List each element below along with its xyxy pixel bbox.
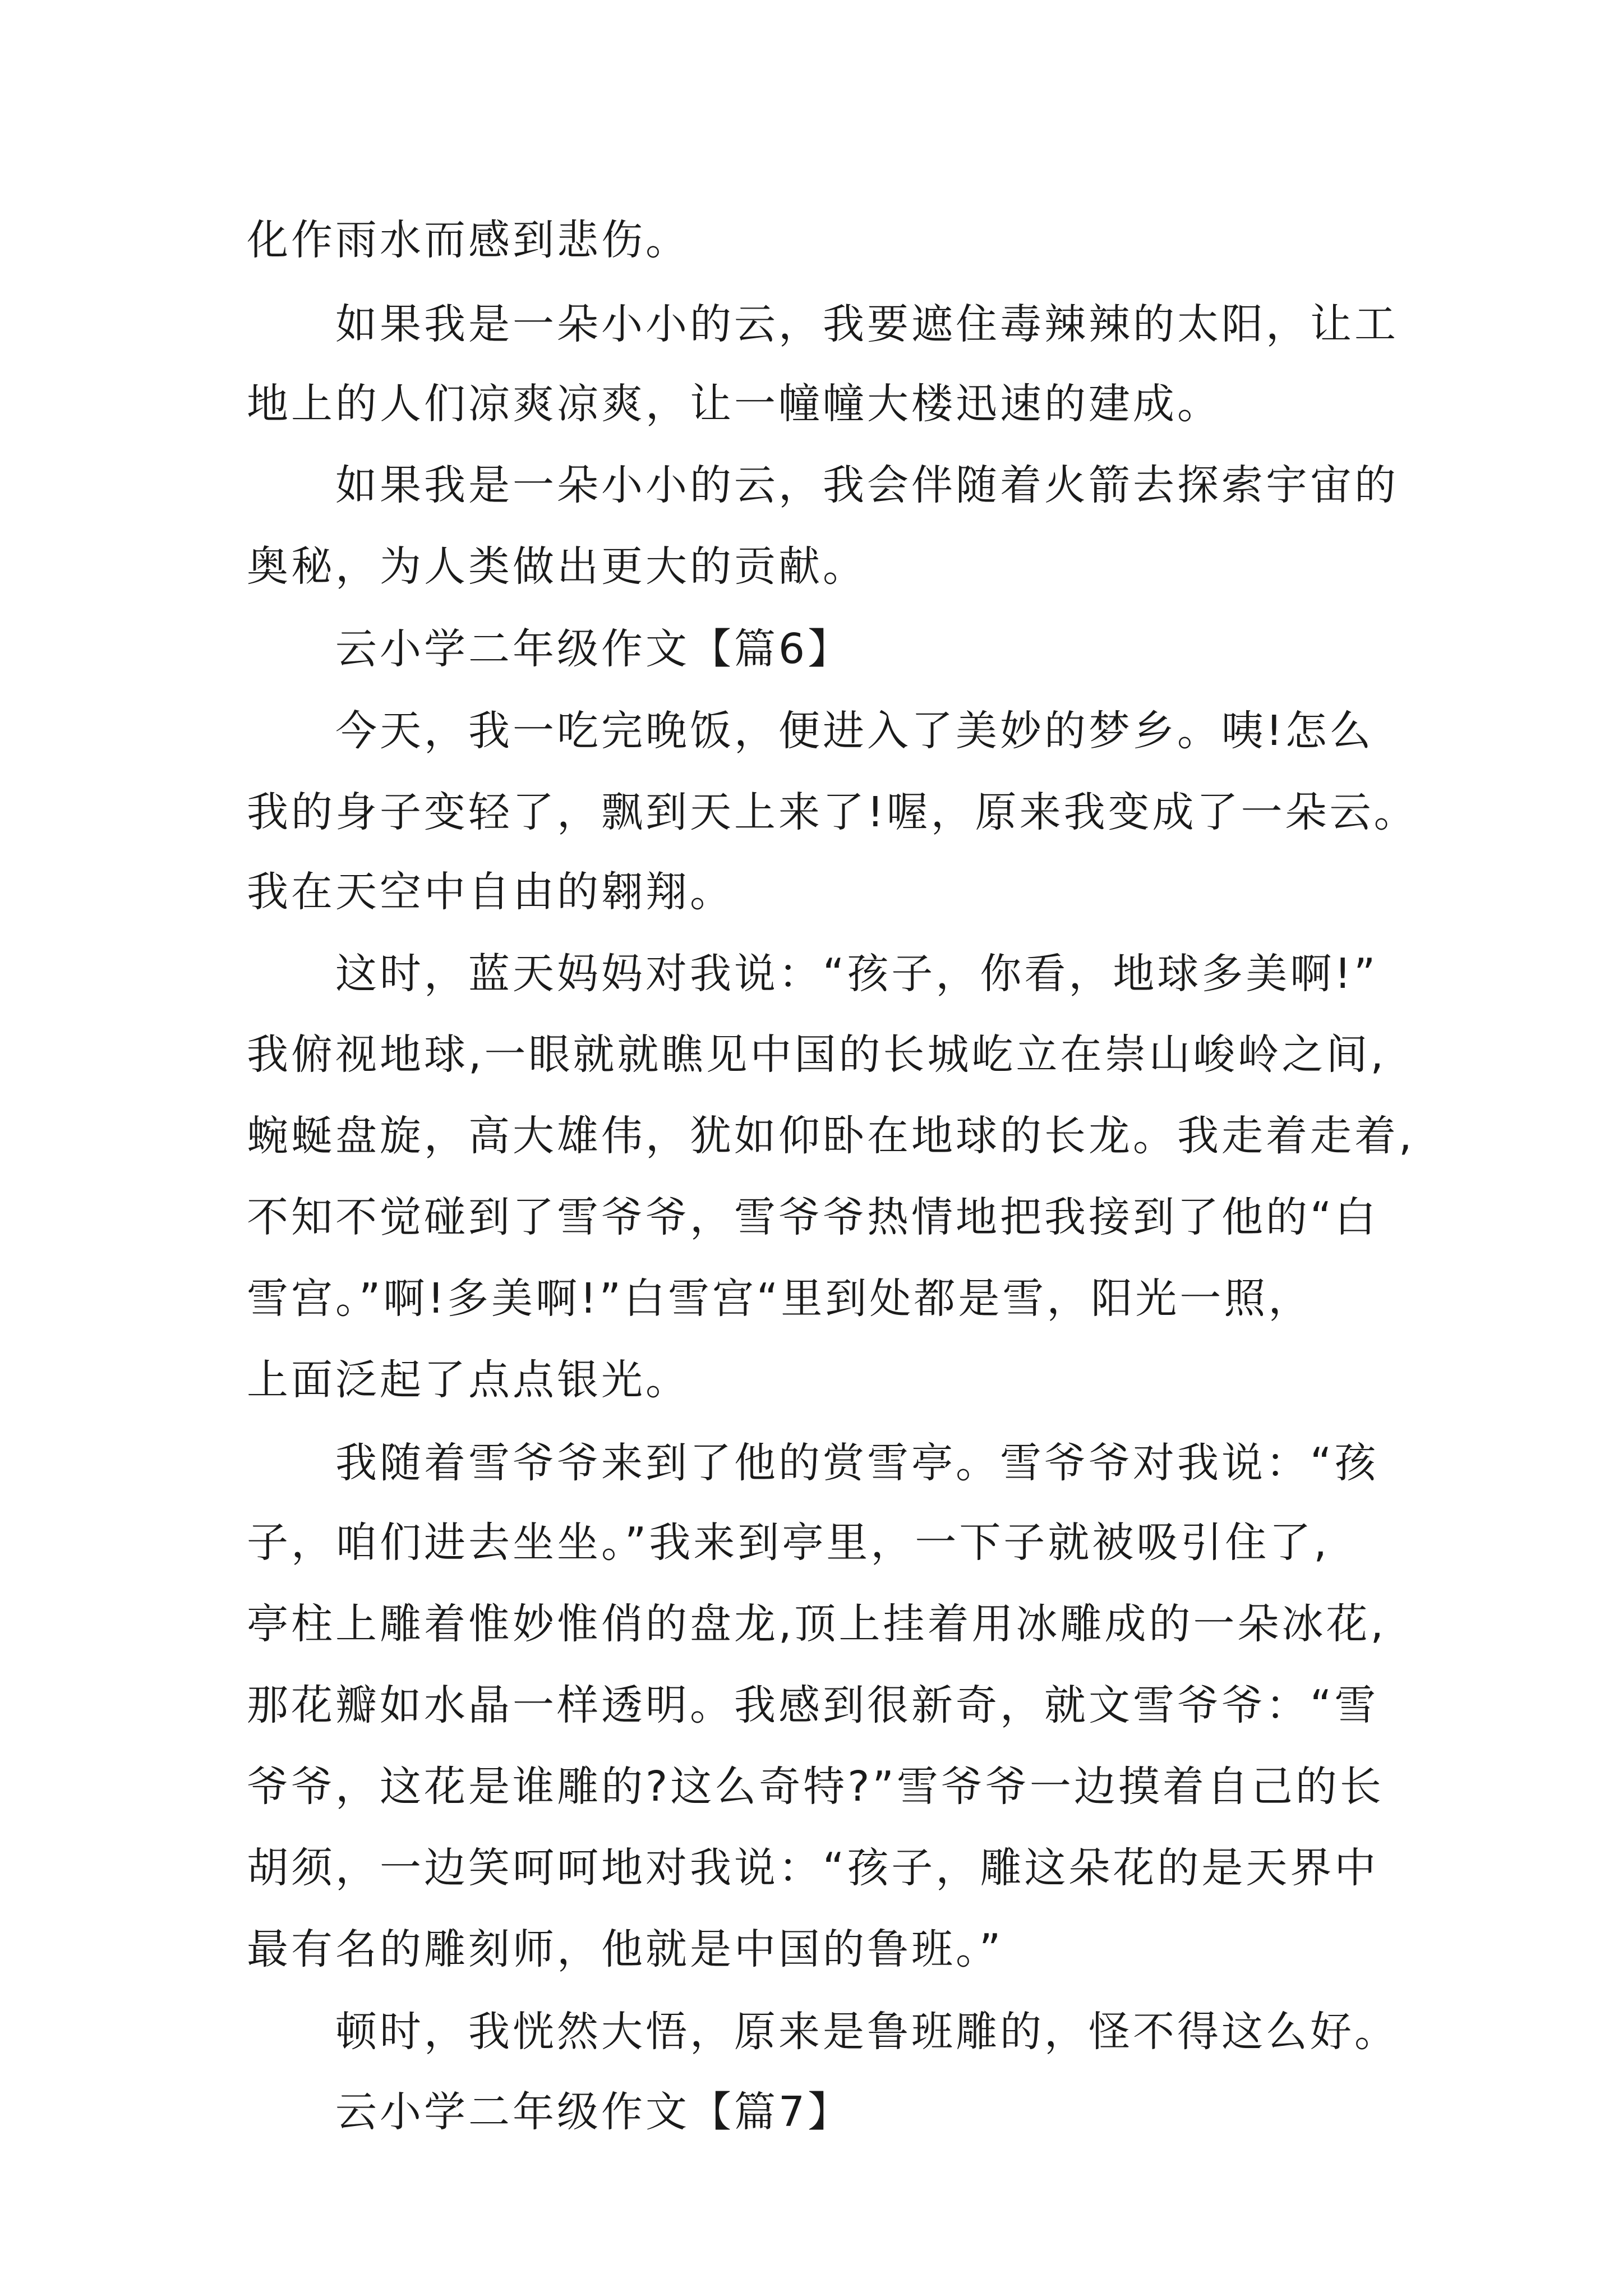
- text-line: 亭柱上雕着惟妙惟俏的盘龙,顶上挂着用冰雕成的一朵冰花,: [247, 1600, 1387, 1648]
- text-line: 子，咱们进去坐坐。”我来到亭里，一下子就被吸引住了,: [247, 1519, 1330, 1567]
- text-line: 最有名的雕刻师，他就是中国的鲁班。”: [247, 1925, 1004, 1973]
- text-line: 雪宫。”啊!多美啊!”白雪宫“里到处都是雪，阳光一照，: [247, 1274, 1313, 1323]
- text-line: 不知不觉碰到了雪爷爷，雪爷爷热情地把我接到了他的“白: [247, 1193, 1379, 1241]
- text-line: 那花瓣如水晶一样透明。我感到很新奇，就文雪爷爷：“雪: [247, 1681, 1379, 1729]
- section-heading: 云小学二年级作文【篇6】: [335, 625, 852, 673]
- text-line: 今天，我一吃完晚饭，便进入了美妙的梦乡。咦!怎么: [335, 707, 1374, 755]
- text-line: 顿时，我恍然大悟，原来是鲁班雕的，怪不得这么好。: [335, 2008, 1399, 2056]
- text-line: 胡须，一边笑呵呵地对我说：“孩子，雕这朵花的是天界中: [247, 1844, 1379, 1892]
- text-line: 上面泛起了点点银光。: [247, 1356, 690, 1404]
- text-line: 如果我是一朵小小的云，我会伴随着火箭去探索宇宙的: [335, 461, 1399, 509]
- text-line: 我随着雪爷爷来到了他的赏雪亭。雪爷爷对我说：“孩: [335, 1439, 1379, 1487]
- text-line: 如果我是一朵小小的云，我要遮住毒辣辣的太阳，让工: [335, 300, 1399, 348]
- text-line: 奥秘，为人类做出更大的贡献。: [247, 542, 867, 591]
- text-line: 这时，蓝天妈妈对我说：“孩子，你看，地球多美啊!”: [335, 950, 1378, 998]
- text-line: 爷爷，这花是谁雕的?这么奇特?”雪爷爷一边摸着自己的长: [247, 1763, 1384, 1811]
- section-heading: 云小学二年级作文【篇7】: [335, 2088, 852, 2136]
- text-line: 我俯视地球,一眼就就瞧见中国的长城屹立在崇山峻岭之间,: [247, 1030, 1387, 1079]
- text-line: 化作雨水而感到悲伤。: [247, 216, 690, 264]
- text-line: 我在天空中自由的翱翔。: [247, 868, 734, 916]
- text-line: 我的身子变轻了，飘到天上来了!喔，原来我变成了一朵云。: [247, 788, 1418, 836]
- text-line: 地上的人们凉爽凉爽，让一幢幢大楼迅速的建成。: [247, 380, 1221, 428]
- text-line: 蜿蜒盘旋，高大雄伟，犹如仰卧在地球的长龙。我走着走着,: [247, 1112, 1415, 1160]
